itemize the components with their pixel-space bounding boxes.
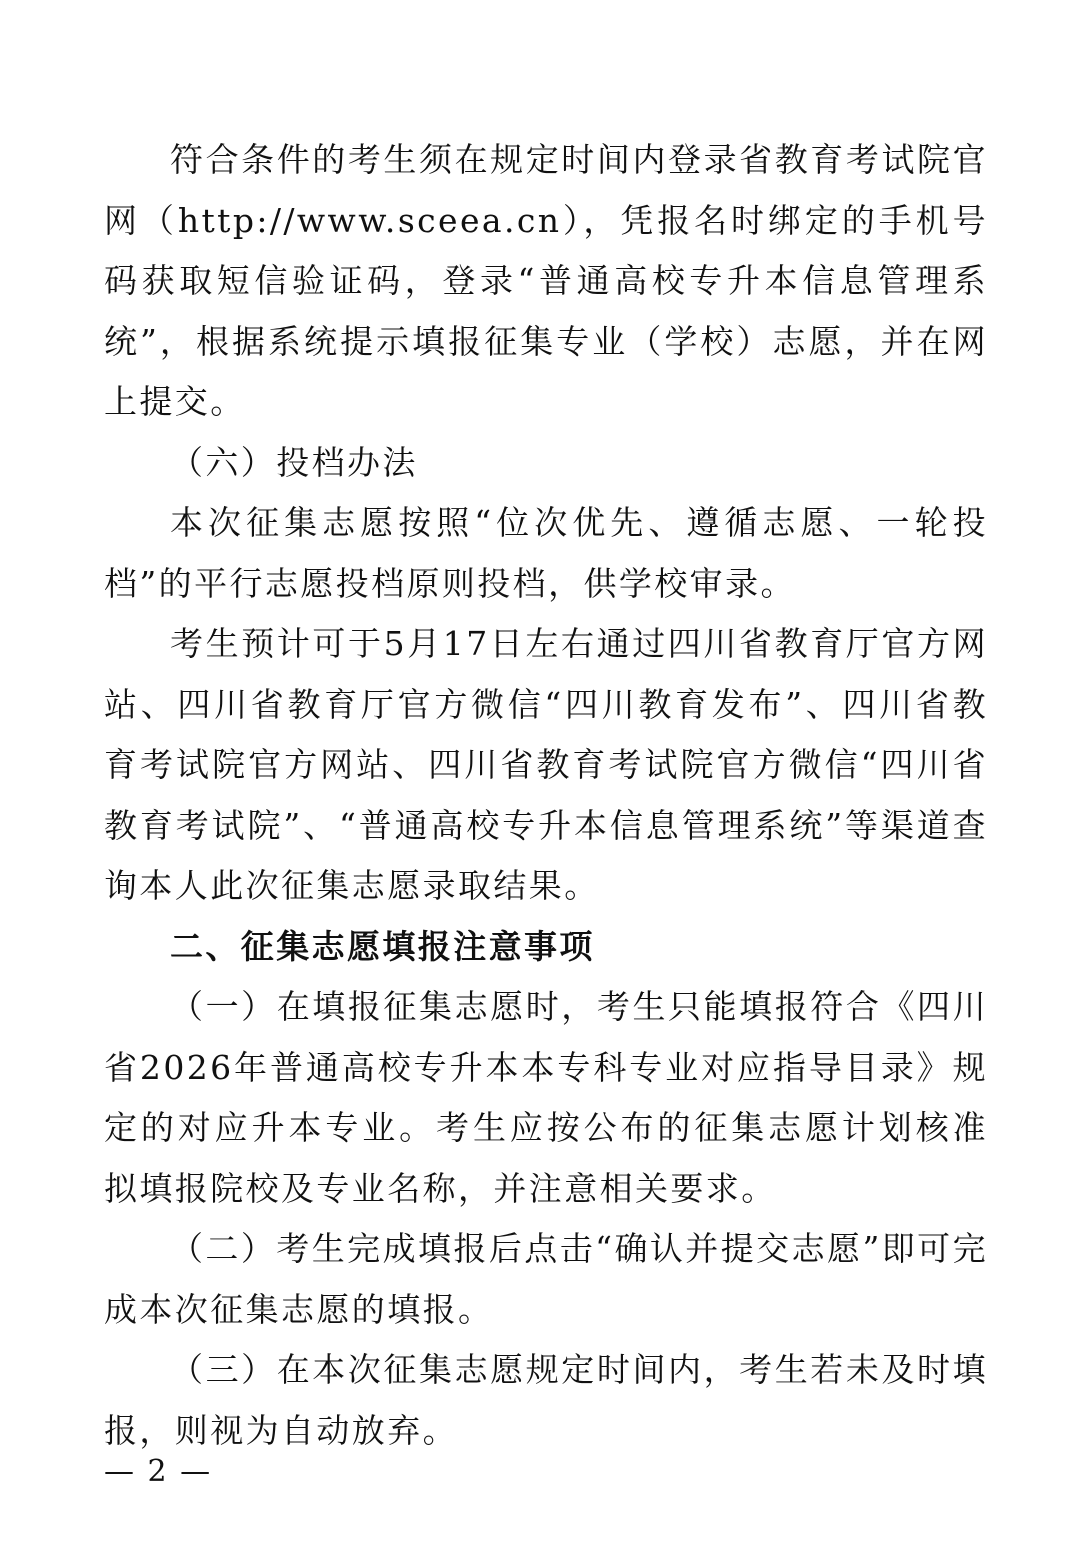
paragraph-note-1: （一）在填报征集志愿时，考生只能填报符合《四川省2026年普通高校专升本本专科专业对应指导目录》规定的对应升本专业。考生应按公布的征集志愿计划核准拟填报院校及专业名称，并注意相关要求。	[104, 987, 988, 1208]
subheading-admission-method: （六）投档办法	[170, 442, 418, 482]
paragraph-admission-principle: 本次征集志愿按照“位次优先、遵循志愿、一轮投档”的平行志愿投档原则投档，供学校审录。	[104, 503, 988, 603]
document-body	[104, 130, 988, 1461]
paragraph-note-2: （二）考生完成填报后点击“确认并提交志愿”即可完成本次征集志愿的填报。	[104, 1229, 988, 1329]
heading-notes: 二、征集志愿填报注意事项	[170, 926, 595, 966]
paragraph-login-instructions: 符合条件的考生须在规定时间内登录省教育考试院官网（http://www.sceea.cn），凭报名时绑定的手机号码获取短信验证码，登录“普通高校专升本信息管理系统”，根据系统提示填报征集专业（学校）志愿，并在网上提交。	[104, 140, 988, 421]
page-number: — 2 —	[104, 1454, 213, 1489]
paragraph-result-query: 考生预计可于5月17日左右通过四川省教育厅官方网站、四川省教育厅官方微信“四川教育发布”、四川省教育考试院官方网站、四川省教育考试院官方微信“四川省教育考试院”、“普通高校专升本信息管理系统”等渠道查询本人此次征集志愿录取结果。	[104, 624, 988, 905]
paragraph-note-3: （三）在本次征集志愿规定时间内，考生若未及时填报，则视为自动放弃。	[104, 1350, 988, 1450]
